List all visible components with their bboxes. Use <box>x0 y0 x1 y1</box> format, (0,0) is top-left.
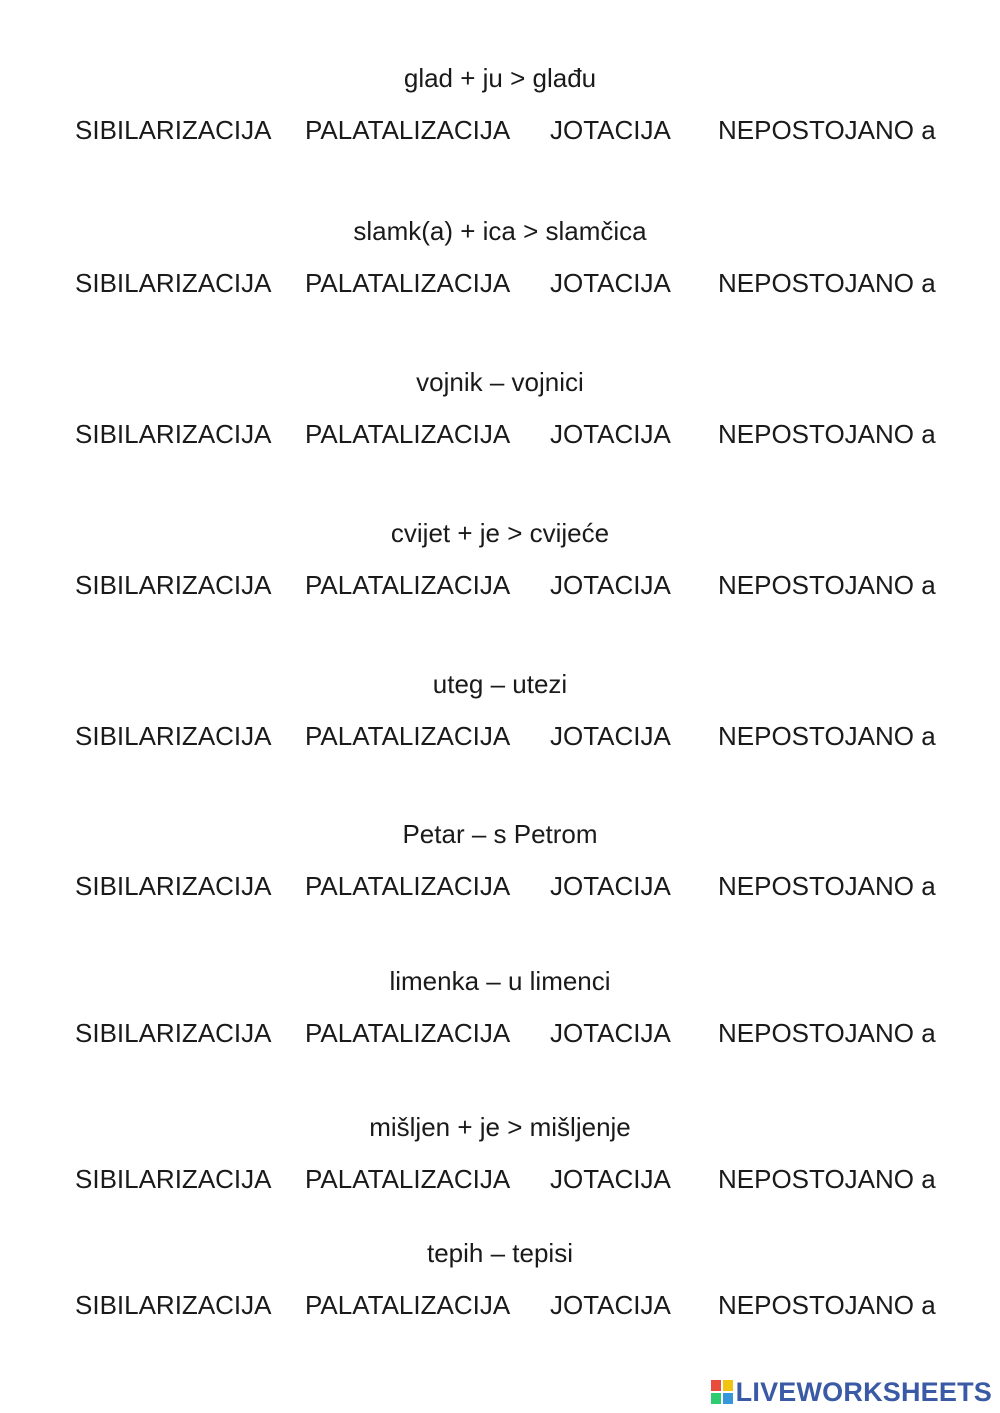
option-sibilarizacija[interactable]: SIBILARIZACIJA <box>75 721 272 751</box>
option-jotacija[interactable]: JOTACIJA <box>550 1164 671 1194</box>
liveworksheets-brand <box>711 1377 992 1407</box>
option-palatalizacija[interactable]: PALATALIZACIJA <box>305 419 511 449</box>
item-word: mišljen + je > mišljenje <box>369 1112 631 1142</box>
option-palatalizacija[interactable]: PALATALIZACIJA <box>305 721 511 751</box>
exercise-item <box>0 818 1000 908</box>
option-jotacija[interactable]: JOTACIJA <box>550 419 671 449</box>
option-sibilarizacija[interactable]: SIBILARIZACIJA <box>75 268 272 298</box>
option-nepostojano-a[interactable]: NEPOSTOJANO a <box>718 419 936 449</box>
exercise-item <box>0 62 1000 152</box>
exercise-item <box>0 965 1000 1055</box>
option-nepostojano-a[interactable]: NEPOSTOJANO a <box>718 1290 936 1320</box>
option-sibilarizacija[interactable]: SIBILARIZACIJA <box>75 1290 272 1320</box>
option-jotacija[interactable]: JOTACIJA <box>550 115 671 145</box>
option-sibilarizacija[interactable]: SIBILARIZACIJA <box>75 1164 272 1194</box>
exercise-item <box>0 366 1000 456</box>
exercise-item <box>0 1237 1000 1327</box>
option-jotacija[interactable]: JOTACIJA <box>550 570 671 600</box>
brand-name: LIVEWORKSHEETS <box>735 1376 992 1407</box>
option-nepostojano-a[interactable]: NEPOSTOJANO a <box>718 1164 936 1194</box>
option-nepostojano-a[interactable]: NEPOSTOJANO a <box>718 268 936 298</box>
option-jotacija[interactable]: JOTACIJA <box>550 871 671 901</box>
item-word: slamk(a) + ica > slamčica <box>353 216 647 246</box>
option-jotacija[interactable]: JOTACIJA <box>550 721 671 751</box>
item-word: limenka – u limenci <box>389 966 611 996</box>
option-sibilarizacija[interactable]: SIBILARIZACIJA <box>75 871 272 901</box>
item-word: tepih – tepisi <box>427 1238 573 1268</box>
option-palatalizacija[interactable]: PALATALIZACIJA <box>305 871 511 901</box>
option-palatalizacija[interactable]: PALATALIZACIJA <box>305 1018 511 1048</box>
item-word: glad + ju > glađu <box>403 63 597 93</box>
item-word: vojnik – vojnici <box>416 367 584 397</box>
exercise-item <box>0 215 1000 305</box>
option-sibilarizacija[interactable]: SIBILARIZACIJA <box>75 115 272 145</box>
option-nepostojano-a[interactable]: NEPOSTOJANO a <box>718 115 936 145</box>
exercise-item <box>0 668 1000 758</box>
exercise-item <box>0 1111 1000 1201</box>
item-word: Petar – s Petrom <box>402 819 598 849</box>
option-jotacija[interactable]: JOTACIJA <box>550 1290 671 1320</box>
option-palatalizacija[interactable]: PALATALIZACIJA <box>305 268 511 298</box>
liveworksheets-logo-icon <box>711 1380 733 1404</box>
option-nepostojano-a[interactable]: NEPOSTOJANO a <box>718 570 936 600</box>
option-palatalizacija[interactable]: PALATALIZACIJA <box>305 1164 511 1194</box>
item-word: uteg – utezi <box>432 669 568 699</box>
option-jotacija[interactable]: JOTACIJA <box>550 268 671 298</box>
option-palatalizacija[interactable]: PALATALIZACIJA <box>305 115 511 145</box>
option-palatalizacija[interactable]: PALATALIZACIJA <box>305 1290 511 1320</box>
option-sibilarizacija[interactable]: SIBILARIZACIJA <box>75 419 272 449</box>
option-nepostojano-a[interactable]: NEPOSTOJANO a <box>718 721 936 751</box>
option-nepostojano-a[interactable]: NEPOSTOJANO a <box>718 1018 936 1048</box>
item-word: cvijet + je > cvijeće <box>390 518 610 548</box>
exercise-item <box>0 517 1000 607</box>
option-sibilarizacija[interactable]: SIBILARIZACIJA <box>75 1018 272 1048</box>
option-palatalizacija[interactable]: PALATALIZACIJA <box>305 570 511 600</box>
option-sibilarizacija[interactable]: SIBILARIZACIJA <box>75 570 272 600</box>
option-jotacija[interactable]: JOTACIJA <box>550 1018 671 1048</box>
option-nepostojano-a[interactable]: NEPOSTOJANO a <box>718 871 936 901</box>
